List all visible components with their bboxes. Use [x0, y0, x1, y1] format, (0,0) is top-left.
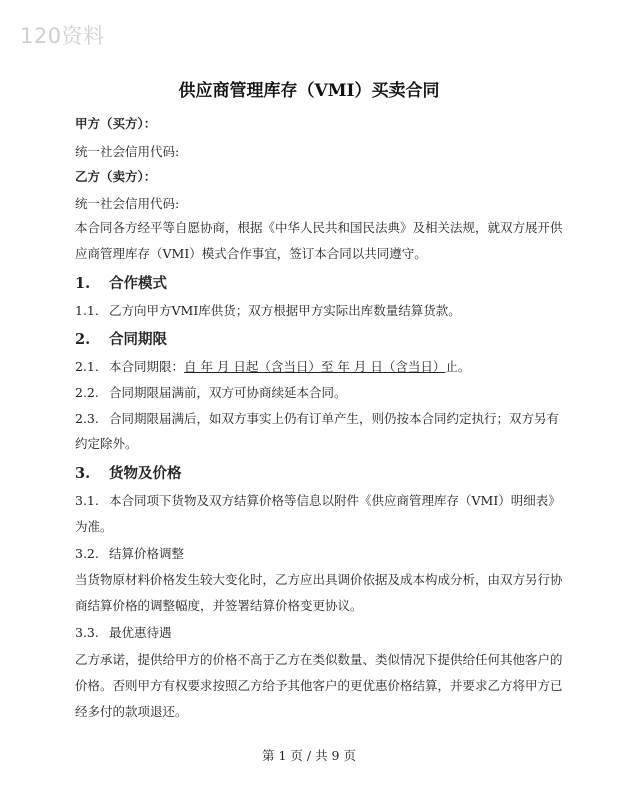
section-1-title: 合作模式	[109, 275, 167, 292]
clause-title: 最优惠待遇	[109, 625, 172, 640]
clause-text: 乙方向甲方VMI库供货；双方根据甲方实际出库数量结算货款。	[109, 303, 461, 318]
clause-number: 2.3.	[75, 411, 99, 426]
section-3-heading	[75, 462, 182, 483]
party-a-credit-code-label: 统一社会信用代码:	[75, 144, 180, 159]
clause-3-3-heading	[75, 623, 172, 641]
section-1-heading	[75, 272, 167, 293]
clause-text-suffix: 止。	[445, 359, 471, 374]
clause-3-1	[75, 491, 561, 509]
clause-3-3-line-3: 经多付的款项退还。	[75, 704, 188, 719]
clause-text: 本合同项下货物及双方结算价格等信息以附件《供应商管理库存（VMI）明细表》	[109, 493, 561, 508]
clause-3-3-line-1: 乙方承诺，提供给甲方的价格不高于乙方在类似数量、类似情况下提供给任何其他客户的	[75, 652, 563, 667]
intro-line-2: 应商管理库存（VMI）模式合作事宜，签订本合同以共同遵守。	[75, 246, 427, 261]
clause-text: 合同期限届满前，双方可协商续延本合同。	[109, 385, 347, 400]
section-3-title: 货物及价格	[109, 465, 182, 482]
section-2-title: 合同期限	[109, 331, 167, 348]
clause-number: 3.1.	[75, 493, 99, 508]
section-2-number: 2.	[75, 331, 91, 348]
section-3-number: 3.	[75, 465, 91, 482]
section-2-heading	[75, 328, 167, 349]
clause-2-3	[75, 409, 559, 427]
clause-3-2-heading	[75, 544, 184, 562]
intro-line-1: 本合同各方经平等自愿协商，根据《中华人民共和国民法典》及相关法规，就双方展开供	[75, 220, 563, 235]
party-b-label: 乙方（卖方）：	[75, 169, 157, 184]
section-1-number: 1.	[75, 275, 91, 292]
clause-number: 3.2.	[75, 546, 99, 561]
clause-3-2-line-1: 当货物原材料价格发生较大变化时，乙方应出具调价依据及成本构成分析，由双方另行协	[75, 572, 563, 587]
page-number-footer: 第 1 页 / 共 9 页	[262, 748, 356, 763]
clause-2-2	[75, 383, 347, 401]
contract-title: 供应商管理库存（VMI）买卖合同	[178, 81, 440, 101]
party-a-label: 甲方（买方）：	[75, 116, 157, 131]
clause-3-3-line-2: 价格。否则甲方有权要求按照乙方给予其他客户的更优惠价格结算，并要求乙方将甲方已	[75, 678, 563, 693]
clause-3-1-continued: 为准。	[75, 519, 113, 534]
clause-2-3-continued: 约定除外。	[75, 436, 138, 451]
clause-number: 2.2.	[75, 385, 99, 400]
clause-number: 2.1.	[75, 359, 99, 374]
clause-number: 3.3.	[75, 625, 99, 640]
clause-number: 1.1.	[75, 303, 99, 318]
clause-1-1	[75, 301, 461, 319]
clause-title: 结算价格调整	[109, 546, 185, 561]
clause-text: 合同期限届满后，如双方事实上仍有订单产生，则仍按本合同约定执行；双方另有	[109, 411, 560, 426]
watermark: 120资料	[20, 24, 105, 48]
clause-text-prefix: 本合同期限：	[109, 359, 185, 374]
clause-2-1	[75, 357, 470, 375]
party-b-credit-code-label: 统一社会信用代码:	[75, 196, 180, 211]
clause-3-2-line-2: 商结算价格的调整幅度，并签署结算价格变更协议。	[75, 598, 363, 613]
contract-term-blank: 自 年 月 日起（含当日）至 年 月 日（含当日）	[184, 359, 446, 374]
